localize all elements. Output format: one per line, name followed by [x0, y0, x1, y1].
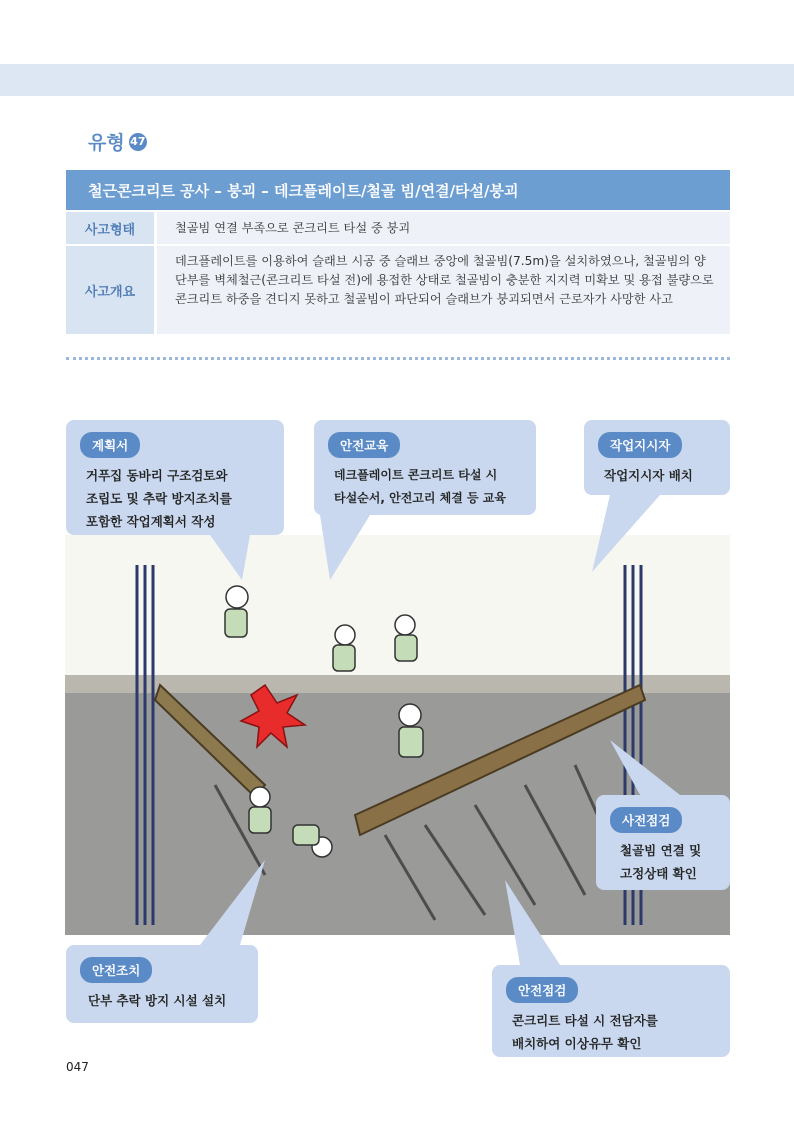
plan-bubble: [66, 420, 284, 535]
accident-type-label: 사고형태: [66, 212, 154, 244]
title-bar: [66, 170, 730, 210]
measures-bubble: [66, 945, 258, 1023]
measures-text: [88, 989, 226, 1012]
type-label: 유형: [88, 132, 125, 154]
precheck-line: 철골빔 연결 및: [620, 843, 702, 858]
type-heading: [88, 128, 147, 155]
info-table: [66, 212, 730, 336]
accident-type-row: [66, 212, 730, 244]
education-line: 데크플레이트 콘크리트 타설 시: [334, 468, 498, 482]
accident-summary-value: 데크플레이트를 이용하여 슬래브 시공 중 슬래브 중앙에 철골빔(7.5m)을 설치하였으나, 철골빔의 양단부를 벽체철근(콘크리트 타설 전)에 용접한 상태로 철골빔이 충분한 지지력 미확보 및 용접 불량으로 콘크리트 하중을 견디지 못하고 철골빔이 파단되어 슬래브가 붕괴되면서 근로자가 사망한 사고: [157, 246, 730, 334]
plan-tag: 계획서: [80, 432, 140, 458]
dotted-divider: [66, 357, 730, 360]
precheck-bubble: [596, 795, 730, 890]
supervisor-bubble: [584, 420, 730, 495]
measures-line: 단부 추락 방지 시설 설치: [88, 993, 227, 1008]
header-band: [0, 64, 794, 96]
education-line: 타설순서, 안전고리 체결 등 교육: [334, 491, 506, 505]
inspection-text: [512, 1009, 658, 1055]
inspection-bubble: [492, 965, 730, 1057]
precheck-line: 고정상태 확인: [620, 866, 697, 881]
inspection-tag: 안전점검: [506, 977, 578, 1003]
plan-line: 포함한 작업계획서 작성: [86, 514, 216, 529]
plan-text: [86, 464, 232, 533]
inspection-line: 콘크리트 타설 시 전담자를: [512, 1013, 658, 1028]
accident-summary-label: 사고개요: [66, 246, 154, 334]
education-text: [334, 464, 506, 510]
measures-tag: 안전조치: [80, 957, 152, 983]
inspection-line: 배치하여 이상유무 확인: [512, 1036, 642, 1051]
education-tag: 안전교육: [328, 432, 400, 458]
page-title: 철근콘크리트 공사 – 붕괴 – 데크플레이트/철골 빔/연결/타설/붕괴: [88, 181, 519, 200]
precheck-tag: 사전점검: [610, 807, 682, 833]
accident-type-value: 철골빔 연결 부족으로 콘크리트 타설 중 붕괴: [157, 212, 730, 244]
accident-summary-row: [66, 246, 730, 334]
education-bubble: [314, 420, 536, 515]
plan-line: 거푸집 동바리 구조검토와: [86, 468, 228, 483]
supervisor-tag: 작업지시자: [598, 432, 682, 458]
supervisor-line: 작업지시자 배치: [604, 468, 693, 483]
type-number-badge: 47: [129, 133, 147, 151]
supervisor-text: [604, 464, 693, 487]
plan-line: 조립도 및 추락 방지조치를: [86, 491, 232, 506]
page-number: 047: [66, 1060, 89, 1074]
precheck-text: [620, 839, 701, 885]
